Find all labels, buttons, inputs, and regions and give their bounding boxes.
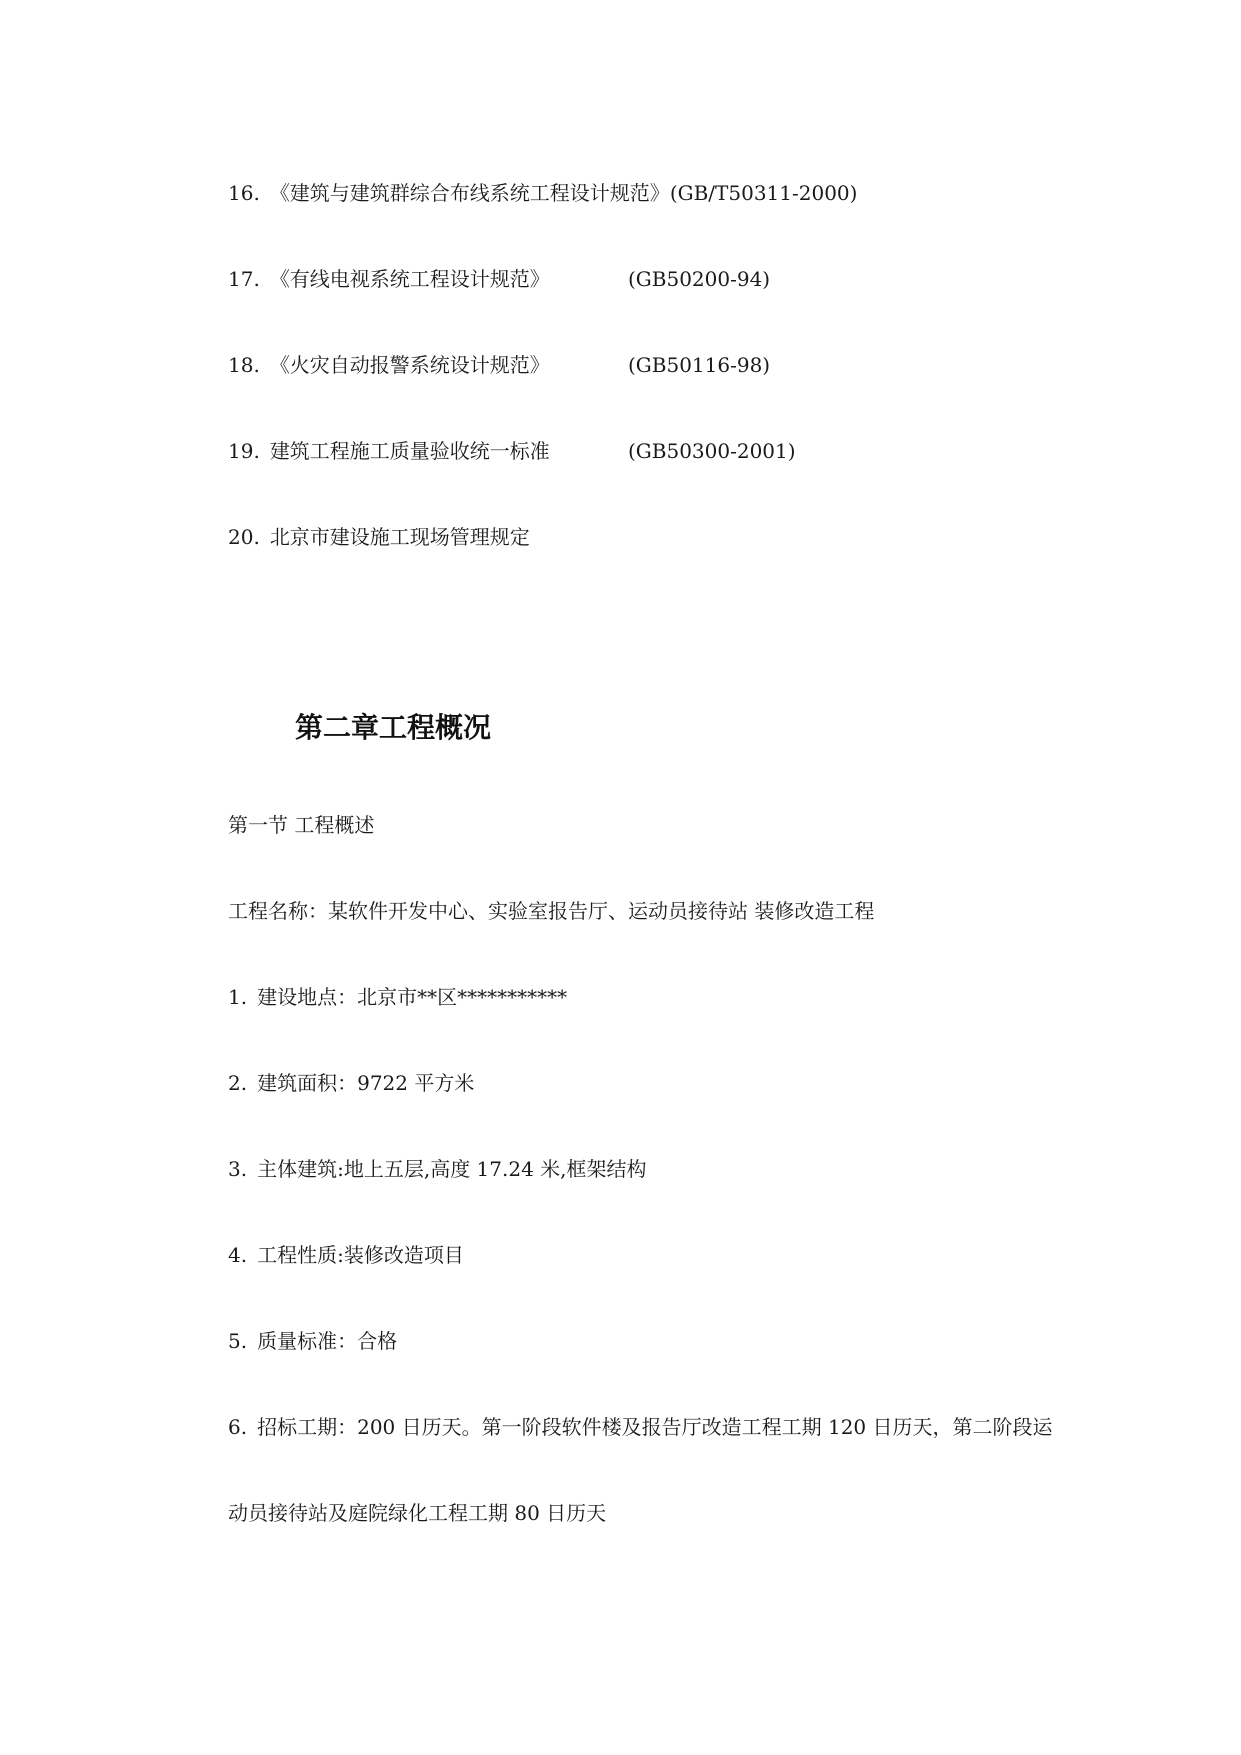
list-number: 18. xyxy=(228,353,260,377)
list-number: 5. xyxy=(228,1329,248,1353)
overview-text: 建筑面积：9722 平方米 xyxy=(257,1071,475,1095)
overview-text: 主体建筑:地上五层,高度 17.24 米,框架结构 xyxy=(257,1157,647,1181)
overview-text: 招标工期：200 日历天。第一阶段软件楼及报告厅改造工程工期 120 日历天，第二阶段运 xyxy=(257,1415,1053,1439)
overview-continuation: 动员接待站及庭院绿化工程工期 80 日历天 xyxy=(228,1501,607,1525)
standard-item xyxy=(228,352,550,378)
overview-item xyxy=(228,1328,397,1354)
overview-item xyxy=(228,1156,647,1182)
overview-text: 工程性质:装修改造项目 xyxy=(257,1243,464,1267)
standard-item xyxy=(228,438,550,464)
standard-code: (GB50300-2001) xyxy=(628,439,796,463)
standard-title: 《有线电视系统工程设计规范》 xyxy=(269,267,550,291)
list-number: 1. xyxy=(228,985,248,1009)
standard-title: 建筑工程施工质量验收统一标准 xyxy=(269,439,550,463)
standard-item xyxy=(228,180,857,206)
overview-item xyxy=(228,1070,474,1096)
list-number: 17. xyxy=(228,267,260,291)
list-number: 2. xyxy=(228,1071,248,1095)
list-number: 6. xyxy=(228,1415,248,1439)
overview-text: 建设地点：北京市**区*********** xyxy=(257,985,568,1009)
standard-code: (GB/T50311-2000) xyxy=(669,181,858,205)
standard-item xyxy=(228,266,550,292)
standard-code: (GB50200-94) xyxy=(628,267,771,291)
overview-item xyxy=(228,1414,1053,1440)
overview-item xyxy=(228,1242,464,1268)
standard-code: (GB50116-98) xyxy=(628,353,771,377)
overview-item xyxy=(228,984,567,1010)
standard-title: 《火灾自动报警系统设计规范》 xyxy=(269,353,550,377)
list-number: 20. xyxy=(228,525,260,549)
list-number: 4. xyxy=(228,1243,248,1267)
standard-item xyxy=(228,524,530,550)
standard-title: 《建筑与建筑群综合布线系统工程设计规范》 xyxy=(269,181,670,205)
standard-title: 北京市建设施工现场管理规定 xyxy=(269,525,530,549)
list-number: 19. xyxy=(228,439,260,463)
chapter-heading: 第二章工程概况 xyxy=(295,711,492,744)
section-heading: 第一节 工程概述 xyxy=(228,813,375,837)
list-number: 16. xyxy=(228,181,260,205)
overview-text: 质量标准：合格 xyxy=(257,1329,398,1353)
project-name: 工程名称：某软件开发中心、实验室报告厅、运动员接待站 装修改造工程 xyxy=(228,899,875,923)
list-number: 3. xyxy=(228,1157,248,1181)
